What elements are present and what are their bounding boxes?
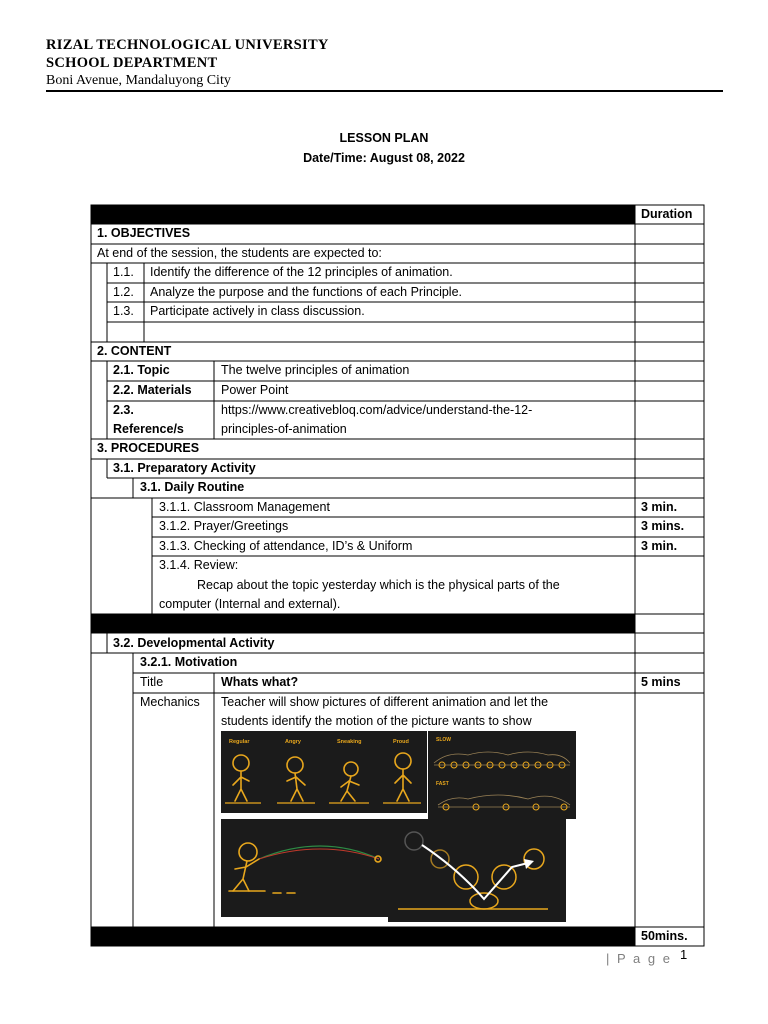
slow-label: SLOW (436, 737, 451, 743)
topic-label: 2.1. Topic (113, 363, 170, 377)
topic-value: The twelve principles of animation (221, 363, 410, 377)
developmental-activity: 3.2. Developmental Activity (113, 636, 275, 650)
lesson-plan-title: LESSON PLAN (339, 131, 429, 145)
page-footer (606, 947, 688, 966)
page-label: | P a g e (606, 951, 672, 966)
materials-label: 2.2. Materials (113, 383, 192, 397)
bouncing-ball-image (388, 819, 566, 922)
mechanics-label: Mechanics (140, 695, 200, 709)
page-number: 1 (679, 947, 688, 962)
reference-label-line1: 2.3. (113, 403, 134, 417)
review-text-line2: computer (Internal and external). (159, 597, 341, 611)
department-name: SCHOOL DEPARTMENT (46, 55, 218, 71)
date-time: Date/Time: August 08, 2022 (303, 151, 465, 165)
mechanics-text-line2: students identify the motion of the picture wants to show (221, 714, 532, 728)
objective-num: 1.2. (113, 285, 134, 299)
car-speed-image (428, 731, 576, 819)
university-name: RIZAL TECHNOLOGICAL UNIVERSITY (46, 37, 329, 53)
review-label: 3.1.4. Review: (159, 558, 239, 572)
review-text-line1: Recap about the topic yesterday which is the physical parts of the (197, 578, 560, 592)
routine-item: 3.1.1. Classroom Management (159, 500, 330, 514)
routine-duration: 3 min. (641, 500, 678, 514)
ball-throw-image (221, 819, 389, 917)
walk-label: Proud (393, 739, 409, 745)
procedures-heading: 3. PROCEDURES (97, 441, 200, 455)
objectives-heading: 1. OBJECTIVES (97, 226, 191, 240)
title-value: Whats what? (221, 675, 299, 689)
walk-label: Regular (229, 739, 250, 745)
objective-num: 1.3. (113, 304, 134, 318)
reference-link-line1[interactable]: https://www.creativebloq.com/advice/understand-the-12- (221, 403, 533, 417)
routine-item: 3.1.2. Prayer/Greetings (159, 519, 289, 533)
title-duration: 5 mins (641, 675, 681, 689)
objective-text: Analyze the purpose and the functions of each Principle. (150, 285, 463, 299)
title-label: Title (140, 675, 164, 689)
objective-text: Participate actively in class discussion. (150, 304, 365, 318)
walk-label: Sneaking (337, 739, 362, 745)
reference-label-line2: Reference/s (113, 422, 184, 436)
mechanics-text-line1: Teacher will show pictures of different animation and let the (221, 695, 549, 709)
address: Boni Avenue, Mandaluyong City (46, 73, 231, 88)
materials-value: Power Point (221, 383, 289, 397)
walk-label: Angry (285, 739, 301, 745)
reference-link-line2[interactable]: principles-of-animation (221, 422, 347, 436)
objective-text: Identify the difference of the 12 principles of animation. (150, 265, 453, 279)
footer-bar (91, 927, 635, 946)
routine-duration: 3 min. (641, 539, 678, 553)
routine-duration: 3 mins. (641, 519, 685, 533)
motivation: 3.2.1. Motivation (140, 655, 238, 669)
content-heading: 2. CONTENT (97, 344, 172, 358)
daily-routine: 3.1. Daily Routine (140, 480, 245, 494)
walk-cycle-image (221, 731, 427, 813)
objective-num: 1.1. (113, 265, 134, 279)
fast-label: FAST (436, 781, 449, 787)
divider-bar (91, 614, 635, 633)
total-duration: 50mins. (641, 929, 688, 943)
duration-header: Duration (641, 207, 693, 221)
header-bar (91, 205, 635, 224)
objectives-intro: At end of the session, the students are expected to: (97, 246, 382, 260)
preparatory-activity: 3.1. Preparatory Activity (113, 461, 256, 475)
routine-item: 3.1.3. Checking of attendance, ID’s & Uniform (159, 539, 413, 553)
